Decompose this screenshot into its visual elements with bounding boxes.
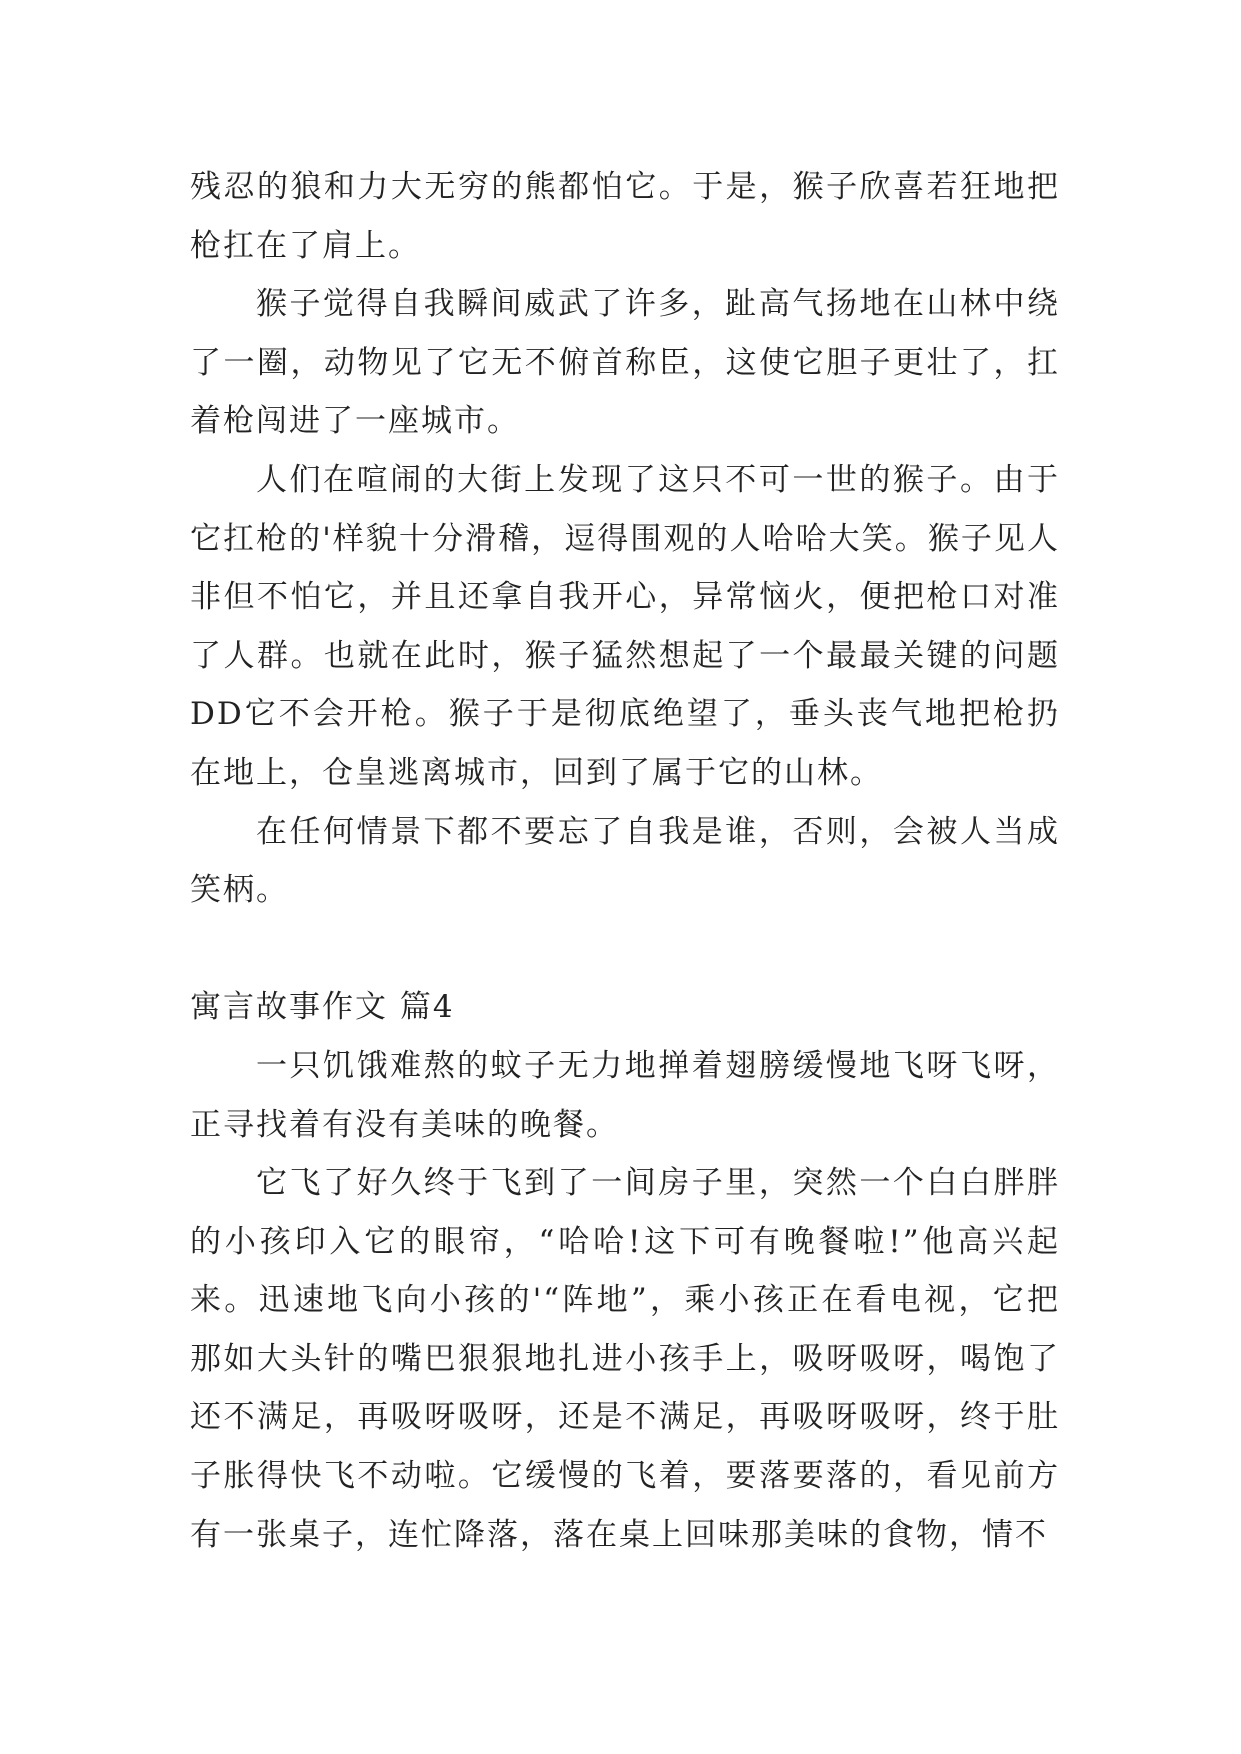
section-heading: 寓言故事作文 篇4	[190, 989, 455, 1026]
paragraph: 人们在喧闹的大街上发现了这只不可一世的猴子。由于它扛枪的'样貌十分滑稽，逗得围观的人哈哈大笑。猴子见人非但不怕它，并且还拿自我开心，异常恼火，便把枪口对准了人群。也就在此时，猴子猛然想起了一个最最关键的问题DD它不会开枪。猴子于是彻底绝望了，垂头丧气地把枪扔在地上，仓皇逃离城市，回到了属于它的山林。	[190, 461, 1060, 791]
paragraph: 猴子觉得自我瞬间威武了许多，趾高气扬地在山林中绕了一圈，动物见了它无不俯首称臣，这使它胆子更壮了，扛着枪闯进了一座城市。	[190, 286, 1060, 440]
paragraph: 它飞了好久终于飞到了一间房子里，突然一个白白胖胖的小孩印入它的眼帘，“哈哈!这下可有晚餐啦!”他高兴起来。迅速地飞向小孩的'“阵地”，乘小孩正在看电视，它把那如大头针的嘴巴狠狠地扎进小孩手上，吸呀吸呀，喝饱了还不满足，再吸呀吸呀，还是不满足，再吸呀吸呀，终于肚子胀得快飞不动啦。它缓慢的飞着，要落要落的，看见前方有一张桌子，连忙降落，落在桌上回味那美味的食物，情不	[190, 1165, 1060, 1553]
section-gap	[190, 920, 1060, 979]
paragraph-continuation: 残忍的狼和力大无穷的熊都怕它。于是，猴子欣喜若狂地把枪扛在了肩上。	[190, 169, 1060, 264]
paragraph: 在任何情景下都不要忘了自我是谁，否则，会被人当成笑柄。	[190, 813, 1060, 909]
paragraph: 一只饥饿难熬的蚊子无力地掸着翅膀缓慢地飞呀飞呀，正寻找着有没有美味的晚餐。	[190, 1047, 1060, 1143]
document-body	[190, 158, 1060, 1564]
